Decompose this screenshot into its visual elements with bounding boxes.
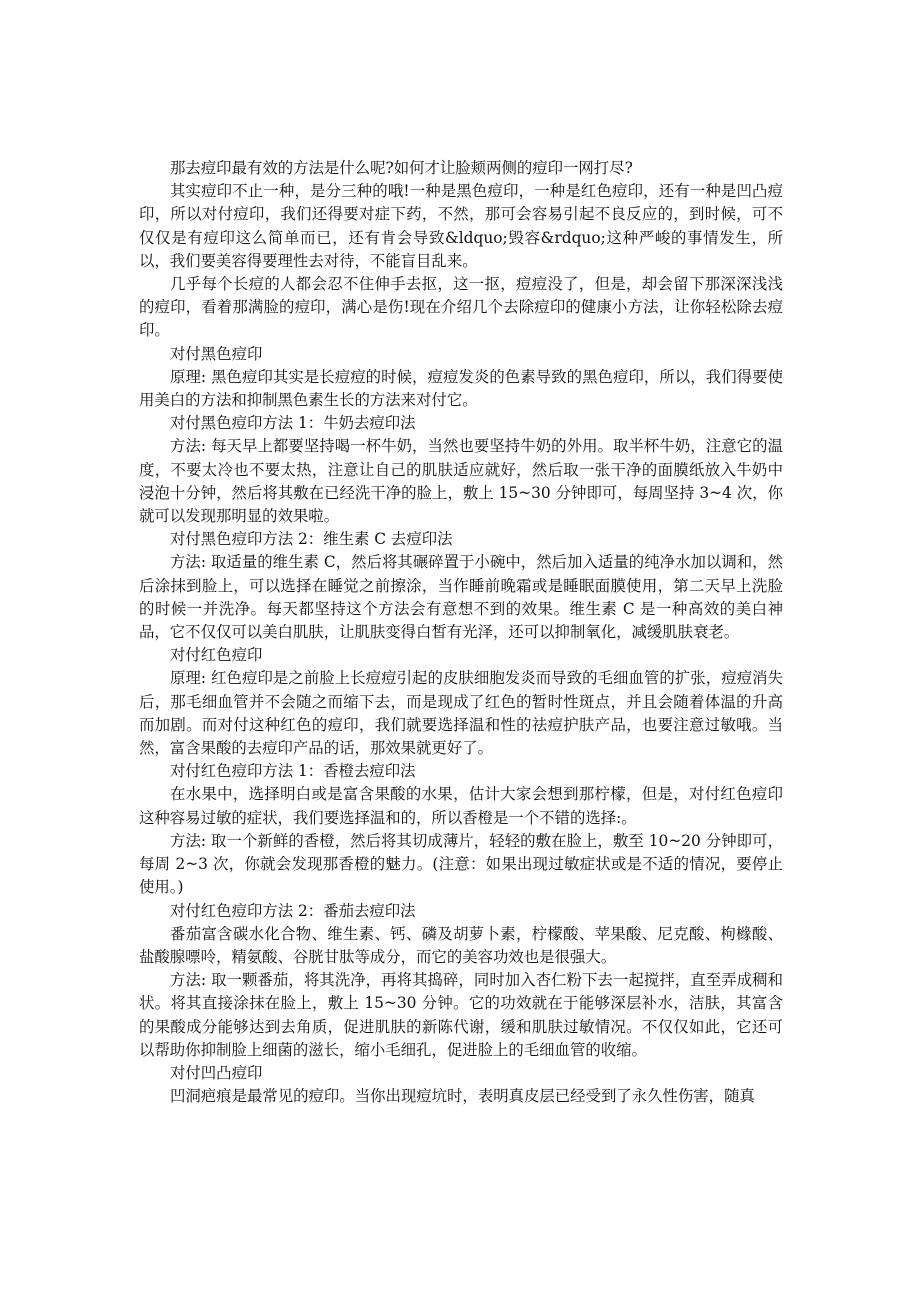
method-heading: 对付红色痘印方法 2：番茄去痘印法	[170, 901, 416, 920]
method-paragraph: 方法: 取一个新鲜的香橙，然后将其切成薄片，轻轻的敷在脸上，敷至 10~20 分钟即可，每周 2~3 次，你就会发现那香橙的魅力。(注意：如果出现过敏症状或是不适的情况，要停止使用。)	[139, 831, 783, 897]
body-paragraph: 番茄富含碳水化合物、维生素、钙、磷及胡萝卜素，柠檬酸、苹果酸、尼克酸、枸橼酸、盐酸腺嘌呤，精氨酸、谷胱甘肽等成分，而它的美容功效也是很强大。	[139, 924, 783, 966]
body-paragraph: 凹洞疤痕是最常见的痘印。当你出现痘坑时，表明真皮层已经受到了永久性伤害，随真	[170, 1087, 755, 1106]
section-heading-red-marks: 对付红色痘印	[170, 646, 263, 665]
section-heading-pitted-marks: 对付凹凸痘印	[170, 1063, 263, 1082]
method-paragraph: 方法: 每天早上都要坚持喝一杯牛奶，当然也要坚持牛奶的外用。取半杯牛奶，注意它的温度，不要太冷也不要太热，注意让自己的肌肤适应就好，然后取一张干净的面膜纸放入牛奶中浸泡十分钟，然后将其敷在已经洗干净的脸上，敷上 15~30 分钟即可，每周坚持 3~4 次，你就可以发现那明显的效果啦。	[139, 437, 783, 526]
intro-paragraph: 其实痘印不止一种，是分三种的哦!一种是黑色痘印，一种是红色痘印，还有一种是凹凸痘印，所以对付痘印，我们还得要对症下药，不然，那可会容易引起不良反应的，到时候，可不仅仅是有痘印这么简单而已，还有肯会导致&ldquo;毁容&rdquo;这种严峻的事情发生，所以，我们要美容得要理性去对待，不能盲目乱来。	[139, 182, 783, 270]
method-heading: 对付黑色痘印方法 1：牛奶去痘印法	[170, 414, 416, 433]
method-heading: 对付红色痘印方法 1：香橙去痘印法	[170, 762, 416, 781]
article-body	[139, 157, 783, 1108]
principle-paragraph: 原理: 红色痘印是之前脸上长痘痘引起的皮肤细胞发炎而导致的毛细血管的扩张，痘痘消失后，那毛细血管并不会随之而缩下去，而是现成了红色的暂时性斑点，并且会随着体温的升高而加剧。而对付这种红色的痘印，我们就要选择温和性的祛痘护肤产品，也要注意过敏哦。当然，富含果酸的去痘印产品的话，那效果就更好了。	[139, 669, 783, 758]
intro-question: 那去痘印最有效的方法是什么呢?如何才让脸颊两侧的痘印一网打尽?	[170, 159, 633, 177]
method-paragraph: 方法: 取适量的维生素 C，然后将其碾碎置于小碗中，然后加入适量的纯净水加以调和，然后涂抹到脸上，可以选择在睡觉之前擦涂，当作睡前晚霜或是睡眠面膜使用，第二天早上洗脸的时候一并洗净。每天都坚持这个方法会有意想不到的效果。维生素 C 是一种高效的美白神品，它不仅仅可以美白肌肤，让肌肤变得白皙有光泽，还可以抑制氧化，减缓肌肤衰老。	[139, 553, 783, 642]
method-paragraph: 方法: 取一颗番茄，将其洗净，再将其捣碎，同时加入杏仁粉下去一起搅拌，直至弄成稠和状。将其直接涂抹在脸上，敷上 15~30 分钟。它的功效就在于能够深层补水，洁肤，其富含的果酸成分能够达到去角质，促进肌肤的新陈代谢，缓和肌肤过敏情况。不仅仅如此，它还可以帮助你抑制脸上细菌的滋长，缩小毛细孔，促进脸上的毛细血管的收缩。	[139, 971, 783, 1059]
method-heading: 对付黑色痘印方法 2：维生素 C 去痘印法	[170, 530, 453, 549]
body-paragraph: 在水果中，选择明白或是富含果酸的水果，估计大家会想到那柠檬，但是，对付红色痘印这种容易过敏的症状，我们要选择温和的，所以香橙是一个不错的选择:。	[139, 785, 783, 827]
section-heading-black-marks: 对付黑色痘印	[170, 344, 263, 363]
intro-paragraph: 几乎每个长痘的人都会忍不住伸手去抠，这一抠，痘痘没了，但是，却会留下那深深浅浅的痘印，看着那满脸的痘印，满心是伤!现在介绍几个去除痘印的健康小方法，让你轻松除去痘印。	[139, 275, 783, 340]
principle-paragraph: 原理: 黑色痘印其实是长痘痘的时候，痘痘发炎的色素导致的黑色痘印，所以，我们得要使用美白的方法和抑制黑色素生长的方法来对付它。	[139, 367, 783, 410]
